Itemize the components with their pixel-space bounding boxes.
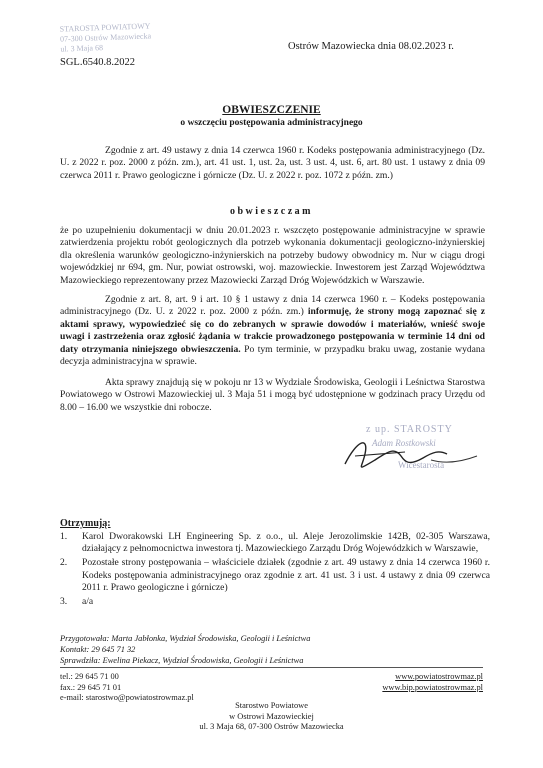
signature-stamp-line-1: z up. STAROSTY xyxy=(366,424,453,435)
list-item xyxy=(60,531,490,555)
handwritten-signature xyxy=(335,420,495,480)
stamp-line-3: ul. 3 Maja 68 xyxy=(60,43,104,54)
website-link[interactable]: www.powiatostrowmaz.pl xyxy=(395,672,483,681)
body-paragraph-2-bold: informuję, że strony mogą zapoznać się z aktami sprawy, wypowiedzieć się co do zebranych w sprawie dowodów i materiałów, wnieść swoje uwagi i zastrzeżenia oraz zgłosić żądania w trakcie prowadzonego postępowania w terminie 14 dni od daty otrzymania niniejszego obwieszczenia. xyxy=(60,306,486,355)
checked-by: Sprawdziła: Ewelina Piekacz, Wydział Środowiska, Geologii i Leśnictwa xyxy=(60,656,304,665)
receivers-list xyxy=(60,531,490,610)
stamp-line-1: STAROSTA POWIATOWY xyxy=(59,21,151,34)
footer-line-1: Starostwo Powiatowe xyxy=(235,701,308,710)
contact-phone: Kontakt: 29 645 71 32 xyxy=(60,645,136,654)
list-item xyxy=(60,557,490,594)
list-item-text: Pozostałe strony postępowania – właściciele działek (zgodnie z art. 49 ustawy z dnia 14 czerwca 1960 r. Kodeks postępowania administracyjnego oraz zgodnie z art. 41 ust. 3 i ust. 4 ustawy z dnia 09 czerwca 2011 r. Prawo geologiczne i górnicze) xyxy=(82,557,490,593)
legal-basis-paragraph: Zgodnie z art. 49 ustawy z dnia 14 czerwca 1960 r. Kodeks postępowania administracyjnego (Dz. U. z 2022 r. poz. 2000 z późn. zm.), art. 41 ust. 1, ust. 2a, ust. 3 ust. 4, ust. 6, art. 80 ust. 1 ustawy z dnia 09 czerwca 2011 r. Prawo geologiczne i górnicze (Dz. U. z 2022 r. poz. 1072 z późn. zm.) xyxy=(60,145,485,181)
fax: fax.: 29 645 71 01 xyxy=(60,682,122,692)
email: e-mail: starostwo@powiatostrowmaz.pl xyxy=(60,693,194,702)
document-title: OBWIESZCZENIE xyxy=(222,104,321,116)
reference-number: SGL.6540.8.2022 xyxy=(60,57,135,68)
list-item-text: a/a xyxy=(82,596,94,608)
place-and-date: Ostrów Mazowiecka dnia 08.02.2023 r. xyxy=(288,41,454,52)
document-subtitle: o wszczęciu postępowania administracyjnego xyxy=(180,118,363,128)
footer-line-3: ul. 3 Maja 68, 07-300 Ostrów Mazowiecka xyxy=(199,722,344,731)
footer-address xyxy=(0,701,543,733)
list-item-text: Karol Dworakowski LH Engineering Sp. z o.o., ul. Aleje Jerozolimskie 142B, 02-305 Warszawa, działający z pełnomocnictwa inwestora tj. Mazowieckiego Zarządu Dróg Wojewódzkich w Warszawie, xyxy=(82,531,490,555)
prepared-by-block xyxy=(60,633,310,666)
prepared-by: Przygotowała: Marta Jabłonka, Wydział Środowiska, Geologii i Leśnictwa xyxy=(60,634,311,643)
body-paragraph-3: Akta sprawy znajdują się w pokoju nr 13 w Wydziale Środowiska, Geologii i Leśnictwa Starostwa Powiatowego w Ostrowi Mazowieckiej ul. 3 Maja 51 i mogą być udostępnione w godzinach pracy Urzędu od 8.00 – 16.00 we wszystkie dni robocze. xyxy=(60,377,485,413)
stamp-line-2: 07-300 Ostrów Mazowiecka xyxy=(59,31,152,44)
list-item xyxy=(60,596,490,608)
footer-line-2: w Ostrowi Mazowieckiej xyxy=(229,711,314,721)
body-paragraph-1: że po uzupełnieniu dokumentacji w dniu 20.01.2023 r. wszczęto postępowanie administracyjne w sprawie zatwierdzenia projektu robót geologicznych dla potrzeb wykonania dokumentacji geologiczno-inżynierskiej dla określenia warunków geologiczno-inżynierskich na potrzeby budowy obwodnicy m. Nur w ciągu drogi wojewódzkiej nr 694, gm. Nur, powiat ostrowski, woj. mazowieckie. Inwestorem jest Zarząd Województwa Mazowieckiego reprezentowany przez Mazowiecki Zarząd Dróg Wojewódzkich w Warszawie. xyxy=(60,225,485,286)
body-paragraph-2-lead: Zgodnie z art. 8, art. 9 i art. 10 § 1 ustawy z dnia 14 czerwca 1960 r. – Kodeks postępowania administracyjnego (Dz. U. z 2022 r. poz. 2000 z późn. zm.) xyxy=(60,294,485,318)
list-item-number: 2. xyxy=(60,557,68,569)
bip-link[interactable]: www.bip.powiatostrowmaz.pl xyxy=(382,682,483,692)
links-block xyxy=(340,672,483,693)
list-item-number: 1. xyxy=(60,531,68,542)
footer-divider xyxy=(60,667,483,668)
signature-stamp-line-2: Adam Rostkowski xyxy=(372,438,436,448)
office-stamp xyxy=(60,19,211,54)
signature-stamp-line-3: Wicestarosta xyxy=(398,460,445,470)
receivers-heading: Otrzymują: xyxy=(60,518,111,529)
announce-heading: obwieszczam xyxy=(229,206,314,217)
tel: tel.: 29 645 71 00 xyxy=(60,672,119,681)
body-paragraph-2-tail: Po tym terminie, w przypadku braku uwag, zostanie wydana decyzja administracyjna w sprawie. xyxy=(60,343,485,368)
body-paragraph-2 xyxy=(60,294,485,368)
contact-block xyxy=(60,672,194,704)
list-item-number: 3. xyxy=(60,596,68,608)
